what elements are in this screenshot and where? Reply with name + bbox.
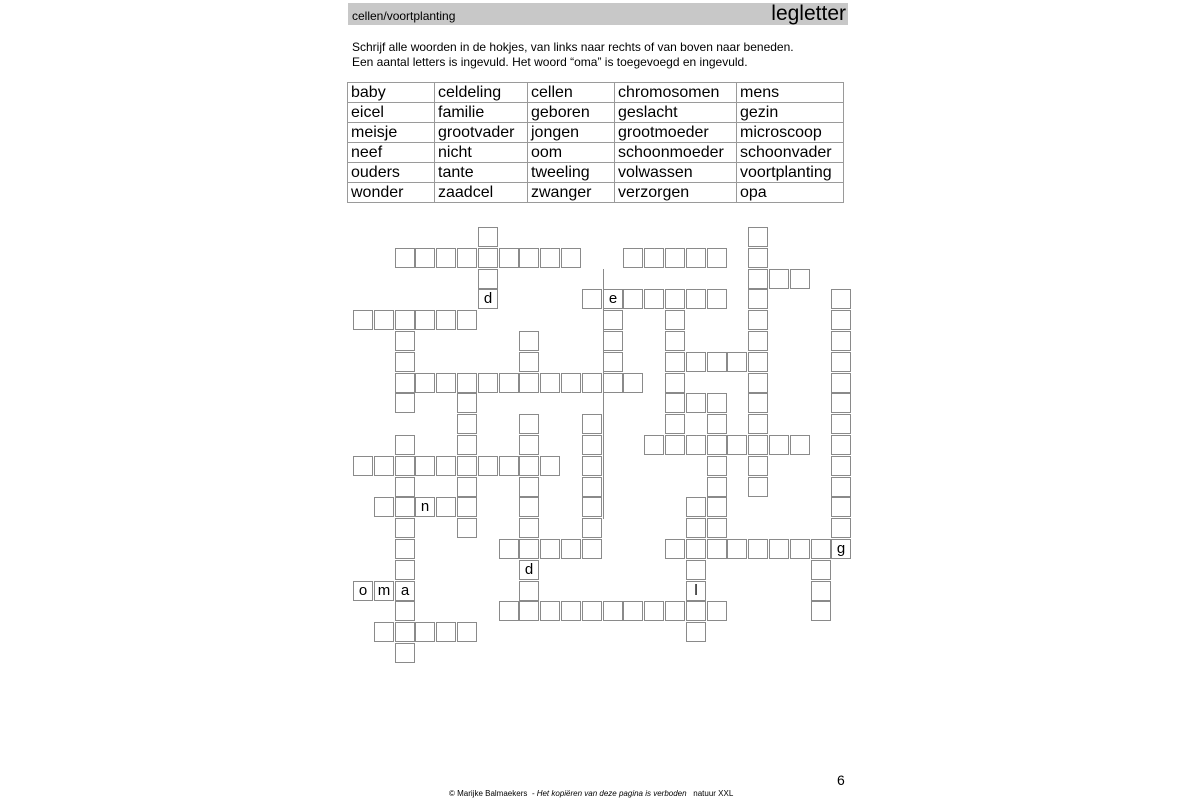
crossword-cell[interactable] bbox=[686, 289, 706, 309]
crossword-cell[interactable] bbox=[831, 289, 851, 309]
crossword-cell[interactable] bbox=[415, 456, 435, 476]
crossword-cell[interactable] bbox=[499, 456, 519, 476]
footer bbox=[449, 789, 733, 798]
word-row bbox=[348, 103, 844, 123]
crossword-cell[interactable] bbox=[519, 518, 539, 538]
crossword-cell[interactable] bbox=[499, 539, 519, 559]
crossword-cell-given[interactable]: n bbox=[415, 497, 435, 517]
crossword-cell[interactable] bbox=[707, 289, 727, 309]
crossword-cell[interactable] bbox=[519, 331, 539, 351]
crossword-cell[interactable] bbox=[478, 248, 498, 268]
crossword-cell[interactable] bbox=[540, 601, 560, 621]
crossword-cell[interactable] bbox=[478, 456, 498, 476]
crossword-cell[interactable] bbox=[519, 373, 539, 393]
crossword-cell[interactable] bbox=[727, 352, 747, 372]
crossword-cell[interactable] bbox=[395, 539, 415, 559]
crossword-cell[interactable] bbox=[519, 601, 539, 621]
crossword-cell[interactable] bbox=[769, 539, 789, 559]
crossword-cell[interactable] bbox=[457, 435, 477, 455]
crossword-cell[interactable] bbox=[665, 310, 685, 330]
crossword-cell[interactable] bbox=[582, 435, 602, 455]
crossword-cell[interactable] bbox=[707, 477, 727, 497]
crossword-cell[interactable] bbox=[603, 310, 623, 330]
word-cell: schoonvader bbox=[737, 143, 844, 163]
crossword-cell[interactable] bbox=[603, 331, 623, 351]
word-cell: volwassen bbox=[615, 163, 737, 183]
worksheet-type: legletter bbox=[771, 2, 846, 25]
word-cell: eicel bbox=[348, 103, 435, 123]
crossword-cell[interactable] bbox=[707, 435, 727, 455]
word-cell: geboren bbox=[528, 103, 615, 123]
word-cell: microscoop bbox=[737, 123, 844, 143]
crossword-cell[interactable] bbox=[727, 435, 747, 455]
word-cell: tante bbox=[435, 163, 528, 183]
word-cell: gezin bbox=[737, 103, 844, 123]
crossword-cell[interactable] bbox=[644, 248, 664, 268]
crossword-cell[interactable] bbox=[748, 227, 768, 247]
crossword-cell[interactable] bbox=[707, 497, 727, 517]
crossword-cell[interactable] bbox=[707, 456, 727, 476]
crossword-cell[interactable] bbox=[519, 435, 539, 455]
crossword-cell[interactable] bbox=[623, 289, 643, 309]
crossword-cell-given[interactable]: d bbox=[519, 560, 539, 580]
crossword-cell[interactable] bbox=[644, 601, 664, 621]
crossword-cell[interactable] bbox=[831, 456, 851, 476]
crossword-cell[interactable] bbox=[353, 456, 373, 476]
crossword-cell[interactable] bbox=[665, 373, 685, 393]
crossword-cell[interactable] bbox=[395, 601, 415, 621]
crossword-cell[interactable] bbox=[457, 622, 477, 642]
crossword-cell[interactable] bbox=[353, 310, 373, 330]
crossword-cell[interactable] bbox=[457, 414, 477, 434]
crossword-cell[interactable] bbox=[831, 352, 851, 372]
crossword-cell[interactable] bbox=[436, 248, 456, 268]
crossword-cell-given[interactable]: o bbox=[353, 581, 373, 601]
crossword-cell[interactable] bbox=[457, 456, 477, 476]
crossword-cell[interactable] bbox=[436, 456, 456, 476]
crossword-cell[interactable] bbox=[686, 622, 706, 642]
crossword-cell[interactable] bbox=[748, 269, 768, 289]
crossword-cell[interactable] bbox=[748, 456, 768, 476]
crossword-cell[interactable] bbox=[831, 331, 851, 351]
word-cell: mens bbox=[737, 83, 844, 103]
crossword-cell[interactable] bbox=[665, 289, 685, 309]
crossword-cell[interactable] bbox=[519, 456, 539, 476]
crossword-cell-given[interactable]: a bbox=[395, 581, 415, 601]
crossword-cell[interactable] bbox=[811, 560, 831, 580]
crossword-cell[interactable] bbox=[395, 393, 415, 413]
crossword-cell-given[interactable]: d bbox=[478, 289, 498, 309]
word-cell: neef bbox=[348, 143, 435, 163]
crossword-cell[interactable] bbox=[436, 373, 456, 393]
crossword-cell[interactable] bbox=[707, 601, 727, 621]
crossword-cell[interactable] bbox=[790, 435, 810, 455]
crossword-cell[interactable] bbox=[665, 331, 685, 351]
crossword-cell[interactable] bbox=[831, 373, 851, 393]
crossword-cell[interactable] bbox=[811, 601, 831, 621]
crossword-cell[interactable] bbox=[374, 456, 394, 476]
crossword-cell[interactable] bbox=[582, 539, 602, 559]
crossword-cell[interactable] bbox=[582, 477, 602, 497]
crossword-cell[interactable] bbox=[623, 601, 643, 621]
crossword-cell[interactable] bbox=[686, 435, 706, 455]
crossword-cell[interactable] bbox=[707, 248, 727, 268]
crossword-cell[interactable] bbox=[457, 518, 477, 538]
word-cell: baby bbox=[348, 83, 435, 103]
crossword-cell[interactable] bbox=[582, 373, 602, 393]
crossword-cell[interactable] bbox=[707, 352, 727, 372]
crossword-cell[interactable] bbox=[686, 248, 706, 268]
word-cell: cellen bbox=[528, 83, 615, 103]
crossword-cell[interactable] bbox=[582, 414, 602, 434]
word-cell: geslacht bbox=[615, 103, 737, 123]
crossword-cell[interactable] bbox=[540, 539, 560, 559]
crossword-cell-given[interactable]: e bbox=[603, 289, 623, 309]
crossword-cell[interactable] bbox=[436, 497, 456, 517]
crossword-cell[interactable] bbox=[395, 373, 415, 393]
crossword-cell[interactable] bbox=[707, 393, 727, 413]
crossword-cell[interactable] bbox=[519, 581, 539, 601]
word-cell: meisje bbox=[348, 123, 435, 143]
crossword-cell[interactable] bbox=[811, 539, 831, 559]
crossword-cell[interactable] bbox=[790, 269, 810, 289]
crossword-cell[interactable] bbox=[561, 373, 581, 393]
crossword-cell[interactable] bbox=[395, 331, 415, 351]
crossword-cell[interactable] bbox=[499, 373, 519, 393]
crossword-cell[interactable] bbox=[748, 435, 768, 455]
crossword-cell-given[interactable]: m bbox=[374, 581, 394, 601]
word-cell: voortplanting bbox=[737, 163, 844, 183]
subject-label: cellen/voortplanting bbox=[352, 9, 456, 23]
crossword-cell[interactable] bbox=[374, 310, 394, 330]
crossword-cell[interactable] bbox=[727, 539, 747, 559]
instructions bbox=[352, 40, 852, 70]
crossword-cell[interactable] bbox=[582, 518, 602, 538]
crossword-cell[interactable] bbox=[457, 248, 477, 268]
crossword-cell[interactable] bbox=[623, 373, 643, 393]
crossword-cell[interactable] bbox=[561, 601, 581, 621]
word-cell: verzorgen bbox=[615, 183, 737, 203]
crossword-cell[interactable] bbox=[436, 310, 456, 330]
footer-series: natuur XXL bbox=[693, 789, 734, 798]
crossword-cell[interactable] bbox=[707, 414, 727, 434]
crossword-cell[interactable] bbox=[519, 497, 539, 517]
word-cell: familie bbox=[435, 103, 528, 123]
crossword-cell[interactable] bbox=[457, 393, 477, 413]
crossword-cell[interactable] bbox=[623, 248, 643, 268]
crossword-cell[interactable] bbox=[415, 310, 435, 330]
crossword-cell[interactable] bbox=[665, 393, 685, 413]
crossword-cell[interactable] bbox=[374, 622, 394, 642]
crossword-cell[interactable] bbox=[519, 477, 539, 497]
crossword-cell[interactable] bbox=[686, 518, 706, 538]
crossword-cell[interactable] bbox=[748, 373, 768, 393]
word-cell: nicht bbox=[435, 143, 528, 163]
word-cell: wonder bbox=[348, 183, 435, 203]
crossword-cell[interactable] bbox=[748, 477, 768, 497]
crossword-cell[interactable] bbox=[519, 414, 539, 434]
crossword-cell[interactable] bbox=[395, 435, 415, 455]
crossword-cell[interactable] bbox=[831, 414, 851, 434]
crossword-cell[interactable] bbox=[665, 352, 685, 372]
crossword-cell[interactable] bbox=[540, 248, 560, 268]
crossword-cell[interactable] bbox=[582, 456, 602, 476]
crossword-cell[interactable] bbox=[415, 248, 435, 268]
crossword-cell[interactable] bbox=[457, 310, 477, 330]
crossword-cell[interactable] bbox=[540, 456, 560, 476]
crossword-cell[interactable] bbox=[665, 248, 685, 268]
crossword-cell[interactable] bbox=[686, 352, 706, 372]
crossword-cell[interactable] bbox=[686, 601, 706, 621]
crossword-cell[interactable] bbox=[519, 248, 539, 268]
crossword-cell[interactable] bbox=[811, 581, 831, 601]
crossword-cell[interactable] bbox=[499, 248, 519, 268]
word-list-table bbox=[347, 82, 844, 203]
crossword-cell[interactable] bbox=[374, 497, 394, 517]
crossword-cell[interactable] bbox=[478, 227, 498, 247]
crossword-cell[interactable] bbox=[519, 352, 539, 372]
instruction-line-1: Schrijf alle woorden in de hokjes, van links naar rechts of van boven naar beneden. bbox=[352, 40, 794, 54]
crossword-cell[interactable] bbox=[707, 518, 727, 538]
grid-connector-line bbox=[603, 269, 604, 519]
word-cell: grootmoeder bbox=[615, 123, 737, 143]
crossword-cell[interactable] bbox=[457, 373, 477, 393]
crossword-cell[interactable] bbox=[395, 643, 415, 663]
page-number: 6 bbox=[837, 772, 845, 788]
crossword-cell[interactable] bbox=[395, 560, 415, 580]
crossword-cell[interactable] bbox=[644, 435, 664, 455]
crossword-cell[interactable] bbox=[665, 414, 685, 434]
crossword-cell[interactable] bbox=[686, 497, 706, 517]
word-row bbox=[348, 143, 844, 163]
footer-notice: - Het kopiëren van deze pagina is verboden bbox=[531, 789, 687, 798]
crossword-cell-given[interactable]: g bbox=[831, 539, 851, 559]
crossword-cell[interactable] bbox=[395, 622, 415, 642]
word-row bbox=[348, 183, 844, 203]
crossword-cell[interactable] bbox=[831, 518, 851, 538]
word-cell: oom bbox=[528, 143, 615, 163]
crossword-cell[interactable] bbox=[499, 601, 519, 621]
crossword-cell[interactable] bbox=[540, 373, 560, 393]
word-row bbox=[348, 163, 844, 183]
word-cell: schoonmoeder bbox=[615, 143, 737, 163]
crossword-cell[interactable] bbox=[790, 539, 810, 559]
crossword-cell[interactable] bbox=[748, 310, 768, 330]
crossword-cell[interactable] bbox=[686, 393, 706, 413]
crossword-cell[interactable] bbox=[457, 477, 477, 497]
word-cell: zwanger bbox=[528, 183, 615, 203]
crossword-cell[interactable] bbox=[582, 497, 602, 517]
crossword-cell[interactable] bbox=[561, 248, 581, 268]
crossword-cell[interactable] bbox=[478, 373, 498, 393]
word-cell: chromosomen bbox=[615, 83, 737, 103]
crossword-cell[interactable] bbox=[415, 622, 435, 642]
word-row bbox=[348, 83, 844, 103]
crossword-cell[interactable] bbox=[748, 539, 768, 559]
crossword-cell[interactable] bbox=[395, 518, 415, 538]
crossword-cell[interactable] bbox=[748, 248, 768, 268]
footer-copyright: © Marijke Balmaekers bbox=[449, 789, 528, 798]
crossword-cell[interactable] bbox=[395, 477, 415, 497]
crossword-cell[interactable] bbox=[519, 539, 539, 559]
crossword-cell[interactable] bbox=[665, 539, 685, 559]
crossword-cell[interactable] bbox=[436, 622, 456, 642]
crossword-cell[interactable] bbox=[831, 393, 851, 413]
crossword-cell[interactable] bbox=[561, 539, 581, 559]
crossword-cell[interactable] bbox=[831, 477, 851, 497]
crossword-cell[interactable] bbox=[748, 289, 768, 309]
crossword-cell[interactable] bbox=[603, 601, 623, 621]
crossword-cell[interactable] bbox=[395, 497, 415, 517]
crossword-cell[interactable] bbox=[665, 601, 685, 621]
crossword-cell[interactable] bbox=[686, 539, 706, 559]
word-row bbox=[348, 123, 844, 143]
crossword-cell[interactable] bbox=[831, 435, 851, 455]
word-cell: tweeling bbox=[528, 163, 615, 183]
crossword-cell[interactable] bbox=[603, 373, 623, 393]
crossword-cell[interactable] bbox=[415, 373, 435, 393]
crossword-cell[interactable] bbox=[457, 497, 477, 517]
crossword-cell[interactable] bbox=[748, 414, 768, 434]
word-cell: ouders bbox=[348, 163, 435, 183]
crossword-cell[interactable] bbox=[395, 352, 415, 372]
word-cell: grootvader bbox=[435, 123, 528, 143]
crossword-cell[interactable] bbox=[644, 289, 664, 309]
crossword-cell[interactable] bbox=[748, 331, 768, 351]
word-cell: celdeling bbox=[435, 83, 528, 103]
crossword-cell[interactable] bbox=[582, 601, 602, 621]
crossword-cell[interactable] bbox=[769, 269, 789, 289]
word-cell: opa bbox=[737, 183, 844, 203]
crossword-cell[interactable] bbox=[395, 248, 415, 268]
crossword-cell[interactable] bbox=[478, 269, 498, 289]
crossword-cell[interactable] bbox=[748, 352, 768, 372]
crossword-cell[interactable] bbox=[707, 539, 727, 559]
crossword-cell[interactable] bbox=[582, 289, 602, 309]
crossword-cell[interactable] bbox=[686, 560, 706, 580]
crossword-cell[interactable] bbox=[603, 352, 623, 372]
crossword-cell-given[interactable]: l bbox=[686, 581, 706, 601]
crossword-cell[interactable] bbox=[831, 310, 851, 330]
word-cell: jongen bbox=[528, 123, 615, 143]
word-cell: zaadcel bbox=[435, 183, 528, 203]
crossword-cell[interactable] bbox=[395, 310, 415, 330]
crossword-cell[interactable] bbox=[748, 393, 768, 413]
crossword-cell[interactable] bbox=[665, 435, 685, 455]
crossword-cell[interactable] bbox=[395, 456, 415, 476]
crossword-cell[interactable] bbox=[831, 497, 851, 517]
instruction-line-2: Een aantal letters is ingevuld. Het woord “oma” is toegevoegd en ingevuld. bbox=[352, 55, 748, 69]
crossword-cell[interactable] bbox=[769, 435, 789, 455]
